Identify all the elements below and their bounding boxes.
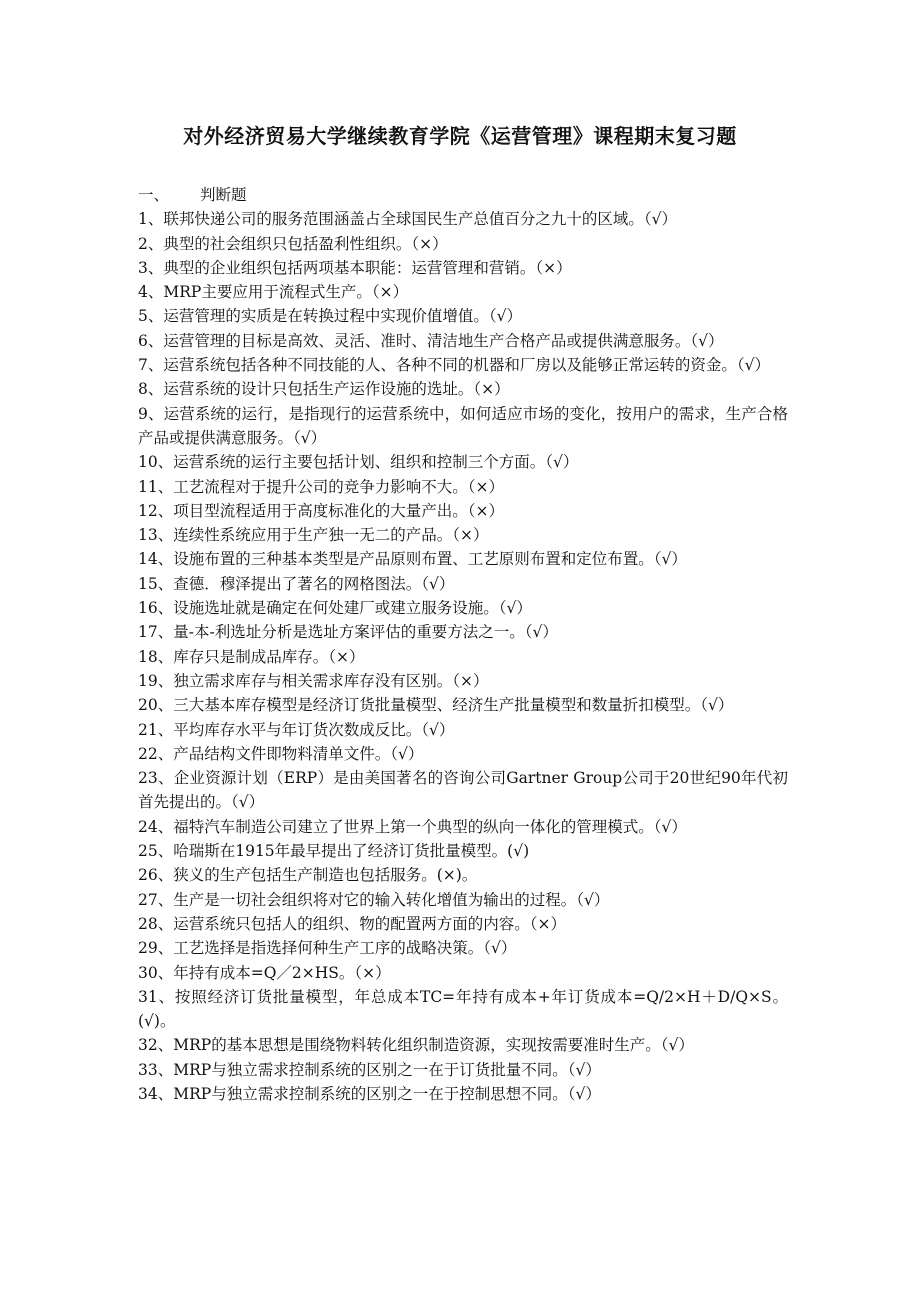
question-item: 15、查德．穆泽提出了著名的网格图法。（√） xyxy=(138,574,455,593)
question-item: 34、MRP与独立需求控制系统的区别之一在于控制思想不同。（√） xyxy=(138,1084,601,1103)
question-item: 11、工艺流程对于提升公司的竞争力影响不大。（×） xyxy=(138,477,504,496)
question-item: 2、典型的社会组织只包括盈利性组织。（×） xyxy=(138,234,448,253)
question-item: 3、典型的企业组织包括两项基本职能：运营管理和营销。（×） xyxy=(138,258,572,277)
question-item: 27、生产是一切社会组织将对它的输入转化增值为输出的过程。（√） xyxy=(138,890,610,909)
section-number: 一、 xyxy=(138,186,170,204)
question-item: 30、年持有成本=Q／2×HS。（×） xyxy=(138,963,391,982)
question-item: 31、按照经济订货批量模型，年总成本TC=年持有成本+年订货成本=Q/2×H＋D/Q×S。(√)。 xyxy=(138,987,788,1031)
question-item: 10、运营系统的运行主要包括计划、组织和控制三个方面。（√） xyxy=(138,453,579,472)
question-item: 14、设施布置的三种基本类型是产品原则布置、工艺原则布置和定位布置。（√） xyxy=(138,550,687,569)
question-list xyxy=(138,207,788,1106)
question-item: 16、设施选址就是确定在何处建厂或建立服务设施。（√） xyxy=(138,599,532,618)
question-item: 1、联邦快递公司的服务范围涵盖占全球国民生产总值百分之九十的区域。（√） xyxy=(138,210,677,229)
question-item: 23、企业资源计划（ERP）是由美国著名的咨询公司Gartner Group公司于20世纪90年代初首先提出的。（√） xyxy=(138,769,788,812)
question-item: 25、哈瑞斯在1915年最早提出了经济订货批量模型。(√) xyxy=(138,842,530,861)
question-item: 29、工艺选择是指选择何种生产工序的战略决策。（√） xyxy=(138,939,517,958)
question-item: 18、库存只是制成品库存。（×） xyxy=(138,647,365,666)
question-item: 33、MRP与独立需求控制系统的区别之一在于订货批量不同。（√） xyxy=(138,1060,601,1079)
question-item: 19、独立需求库存与相关需求库存没有区别。（×） xyxy=(138,671,489,690)
question-item: 4、MRP主要应用于流程式生产。（×） xyxy=(138,283,409,302)
question-item: 12、项目型流程适用于高度标准化的大量产出。（×） xyxy=(138,501,504,520)
section-title: 判断题 xyxy=(200,186,247,204)
question-item: 13、连续性系统应用于生产独一无二的产品。（×） xyxy=(138,526,489,545)
document-title: 对外经济贸易大学继续教育学院《运营管理》课程期末复习题 xyxy=(183,124,737,148)
question-item: 21、平均库存水平与年订货次数成反比。（√） xyxy=(138,720,455,739)
question-item: 17、量-本-利选址分析是选址方案评估的重要方法之一。（√） xyxy=(138,623,558,642)
question-item: 24、福特汽车制造公司建立了世界上第一个典型的纵向一体化的管理模式。（√） xyxy=(138,817,687,836)
question-item: 20、三大基本库存模型是经济订货批量模型、经济生产批量模型和数量折扣模型。（√） xyxy=(138,696,734,715)
document-body xyxy=(138,183,788,1106)
question-item: 8、运营系统的设计只包括生产运作设施的选址。（×） xyxy=(138,380,510,399)
question-item: 5、运营管理的实质是在转换过程中实现价值增值。（√） xyxy=(138,307,522,326)
question-item: 6、运营管理的目标是高效、灵活、准时、清洁地生产合格产品或提供满意服务。（√） xyxy=(138,331,724,350)
question-item: 26、狭义的生产包括生产制造也包括服务。(×)。 xyxy=(138,866,478,885)
section-heading xyxy=(138,183,788,207)
question-item: 28、运营系统只包括人的组织、物的配置两方面的内容。（×） xyxy=(138,914,566,933)
question-item: 7、运营系统包括各种不同技能的人、各种不同的机器和厂房以及能够正常运转的资金。（√） xyxy=(138,356,770,375)
question-item: 9、运营系统的运行，是指现行的运营系统中，如何适应市场的变化，按用户的需求，生产合格产品或提供满意服务。（√） xyxy=(138,404,788,447)
question-item: 22、产品结构文件即物料清单文件。（√） xyxy=(138,744,424,763)
question-item: 32、MRP的基本思想是围绕物料转化组织制造资源，实现按需要准时生产。（√） xyxy=(138,1036,694,1055)
